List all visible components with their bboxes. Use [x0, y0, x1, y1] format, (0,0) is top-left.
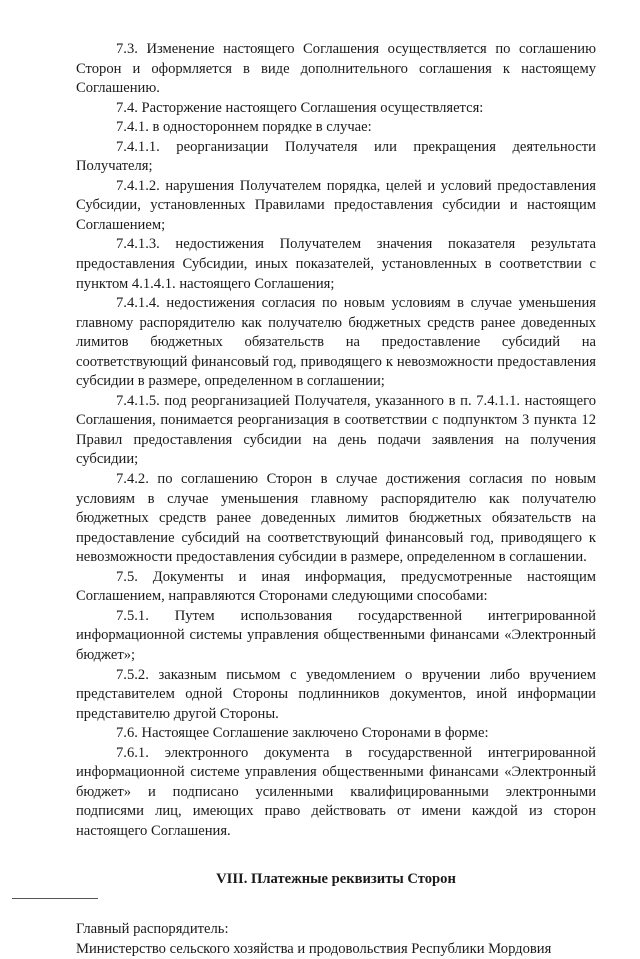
document-page: [76, 40, 596, 959]
paragraph-7-5: 7.5. Документы и иная информация, предусмотренные настоящим Соглашением, направляются Сторонами следующими способами:: [76, 568, 596, 605]
paragraph-7-5-2: 7.5.2. заказным письмом с уведомлением о вручении либо вручением представителем одной Стороны подлинников документов, иной информации представителю другой Стороны.: [76, 666, 596, 722]
paragraph-7-4-1-3: 7.4.1.3. недостижения Получателем значения показателя результата предоставления Субсидии, иных показателей, установленных в соответствии с пунктом 4.1.4.1. настоящего Соглашения;: [76, 236, 596, 292]
ministry-name: Министерство сельского хозяйства и продовольствия Республики Мордовия: [76, 940, 552, 957]
paragraph-7-4-1-5: 7.4.1.5. под реорганизацией Получателя, указанного в п. 7.4.1.1. настоящего Соглашения, понимается реорганизация в соответствии с подпунктом 3 пункта 12 Правил предоставления субсидии на день подачи заявления на получения субсидии;: [76, 392, 596, 468]
paragraph-7-4-1-2: 7.4.1.2. нарушения Получателем порядка, целей и условий предоставления Субсидии, установленных Правилами предоставления субсидии и настоящим Соглашением;: [76, 177, 596, 233]
paragraph-7-3: 7.3. Изменение настоящего Соглашения осуществляется по соглашению Сторон и оформляется в виде дополнительного соглашения к настоящему Соглашению.: [76, 41, 596, 97]
paragraph-7-4-1: 7.4.1. в одностороннем порядке в случае:: [116, 119, 372, 136]
paragraph-7-6-1: 7.6.1. электронного документа в государственной интегрированной информационной системе управления общественными финансами «Электронный бюджет» и подписано усиленными квалифицированными электронными подписями лиц, имеющих право действовать от имени каждой из сторон настоящего Соглашения.: [76, 744, 596, 839]
paragraph-7-4-2: 7.4.2. по соглашению Сторон в случае достижения согласия по новым условиям в случае уменьшения главному распорядителю как получателю бюджетных средств ранее доведенных лимитов бюджетных обязательств на предоставление субсидий на соответствующий финансовый год, приводящего к невозможности предоставления субсидии в размере, определенном в соглашении.: [76, 471, 596, 566]
paragraph-7-5-1: 7.5.1. Путем использования государственной интегрированной информационной системы управления общественными финансами «Электронный бюджет»;: [76, 607, 596, 663]
paragraph-7-6: 7.6. Настоящее Соглашение заключено Сторонами в форме:: [116, 725, 489, 742]
paragraph-7-4-1-1: 7.4.1.1. реорганизации Получателя или прекращения деятельности Получателя;: [76, 138, 596, 175]
footer-divider: [12, 898, 98, 899]
paragraph-7-4-1-4: 7.4.1.4. недостижения согласия по новым условиям в случае уменьшения главному распорядителю как получателю бюджетных средств ранее доведенных лимитов бюджетных обязательств на предоставление субсидий на соответствующий финансовый год, приводящего к невозможности предоставления субсидии в размере, определенном в соглашении;: [76, 295, 596, 390]
section-heading: VIII. Платежные реквизиты Сторон: [216, 871, 456, 888]
main-manager-label: Главный распорядитель:: [76, 920, 229, 937]
paragraph-7-4: 7.4. Расторжение настоящего Соглашения осуществляется:: [116, 99, 484, 116]
